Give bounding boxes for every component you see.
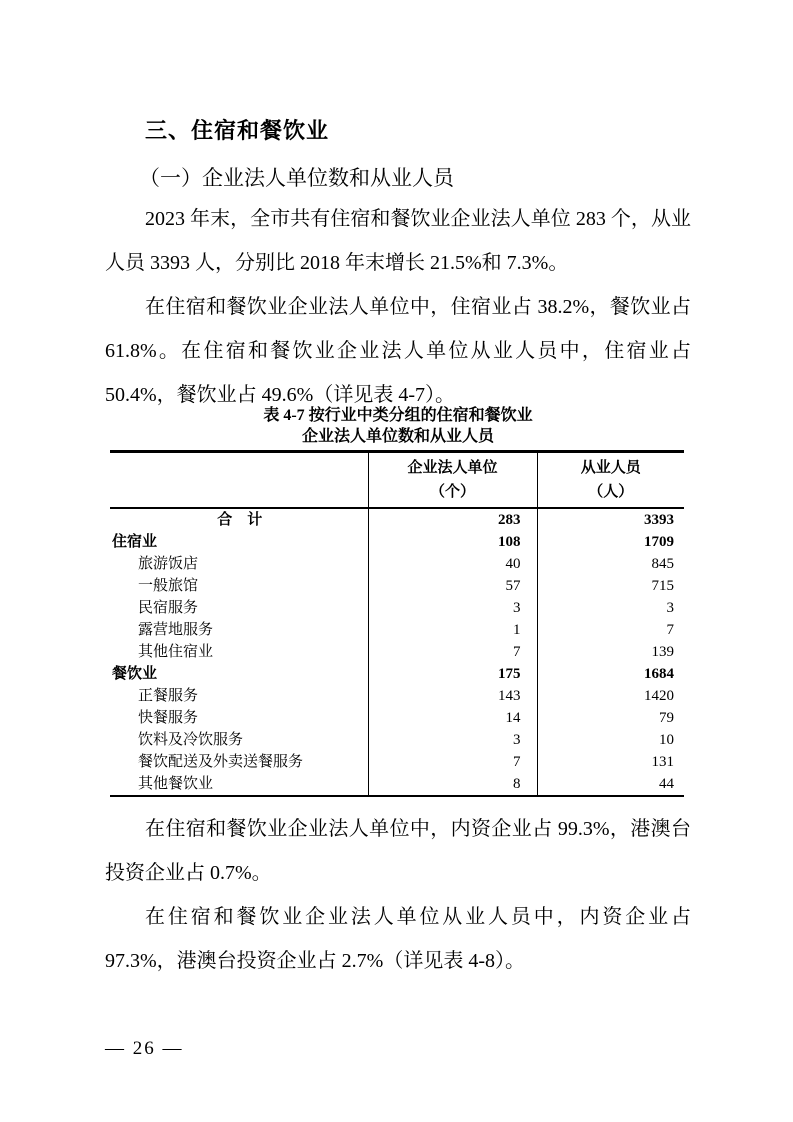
row-label: 一般旅馆 <box>138 578 199 594</box>
persons-value: 3393 <box>537 508 684 531</box>
header-persons-cell <box>537 452 684 509</box>
header-units-line1: 企业法人单位 <box>407 460 498 476</box>
paragraph-ownership-units: 在住宿和餐饮业企业法人单位中，内资企业占 99.3%，港澳台投资企业占 0.7%。 <box>105 818 691 884</box>
table-row <box>110 707 684 729</box>
units-value: 8 <box>368 773 537 796</box>
page-number: — 26 — <box>105 1038 184 1059</box>
row-label: 旅游饭店 <box>138 556 199 572</box>
units-value: 40 <box>368 553 537 575</box>
table-row <box>110 751 684 773</box>
persons-value: 1709 <box>537 531 684 553</box>
units-value: 283 <box>368 508 537 531</box>
paragraph-industry-shares: 在住宿和餐饮业企业法人单位中，住宿业占 38.2%，餐饮业占 61.8%。在住宿和餐饮业企业法人单位从业人员中，住宿业占 50.4%，餐饮业占 49.6%（详见表 4-7）。 <box>105 296 691 406</box>
table-row-accommodation <box>110 531 684 553</box>
row-label: 其他餐饮业 <box>138 776 214 792</box>
units-value: 3 <box>368 597 537 619</box>
units-value: 108 <box>368 531 537 553</box>
paragraph-ownership-persons: 在住宿和餐饮业企业法人单位从业人员中，内资企业占 97.3%，港澳台投资企业占 2.7%（详见表 4-8）。 <box>105 906 691 972</box>
persons-value: 1684 <box>537 663 684 685</box>
row-label: 饮料及冷饮服务 <box>138 732 244 748</box>
row-label: 民宿服务 <box>138 600 199 616</box>
row-label: 其他住宿业 <box>138 644 214 660</box>
table-header-row <box>110 452 684 509</box>
page-content <box>105 116 691 983</box>
section-heading: 三、住宿和餐饮业 <box>145 118 330 143</box>
units-value: 175 <box>368 663 537 685</box>
row-label: 正餐服务 <box>138 688 199 704</box>
row-label: 露营地服务 <box>138 622 214 638</box>
persons-value: 1420 <box>537 685 684 707</box>
body-text <box>105 197 691 417</box>
row-label: 快餐服务 <box>138 710 199 726</box>
table-row <box>110 597 684 619</box>
row-label: 住宿业 <box>112 534 158 550</box>
table-row <box>110 553 684 575</box>
header-indicator-cell <box>110 452 368 509</box>
header-persons-line1: 从业人员 <box>580 460 641 476</box>
row-label: 餐饮配送及外卖送餐服务 <box>138 754 304 770</box>
units-value: 7 <box>368 641 537 663</box>
persons-value: 79 <box>537 707 684 729</box>
body-text-after-table <box>105 807 691 983</box>
header-persons-line2: （人） <box>588 484 634 500</box>
table-row-total <box>110 508 684 531</box>
table-row <box>110 575 684 597</box>
paragraph-unit-counts: 2023 年末，全市共有住宿和餐饮业企业法人单位 283 个，从业人员 3393 人，分别比 2018 年末增长 21.5%和 7.3%。 <box>105 208 691 274</box>
persons-value: 715 <box>537 575 684 597</box>
persons-value: 7 <box>537 619 684 641</box>
units-value: 143 <box>368 685 537 707</box>
row-label: 餐饮业 <box>112 666 158 682</box>
table-row <box>110 685 684 707</box>
persons-value: 131 <box>537 751 684 773</box>
units-value: 14 <box>368 707 537 729</box>
units-value: 3 <box>368 729 537 751</box>
units-value: 57 <box>368 575 537 597</box>
table-row-catering <box>110 663 684 685</box>
table-row <box>110 641 684 663</box>
header-units-cell <box>368 452 537 509</box>
persons-value: 10 <box>537 729 684 751</box>
stats-table <box>110 450 684 797</box>
units-value: 7 <box>368 751 537 773</box>
table-row <box>110 729 684 751</box>
sub-heading: （一）企业法人单位数和从业人员 <box>139 166 454 190</box>
persons-value: 139 <box>537 641 684 663</box>
persons-value: 3 <box>537 597 684 619</box>
table-title-line2: 企业法人单位数和从业人员 <box>301 428 494 445</box>
persons-value: 44 <box>537 773 684 796</box>
table-row <box>110 619 684 641</box>
table-row <box>110 773 684 796</box>
row-label: 合 计 <box>217 512 263 528</box>
table-title-line1: 表 4-7 按行业中类分组的住宿和餐饮业 <box>263 407 533 424</box>
persons-value: 845 <box>537 553 684 575</box>
units-value: 1 <box>368 619 537 641</box>
header-units-line2: （个） <box>429 484 475 500</box>
